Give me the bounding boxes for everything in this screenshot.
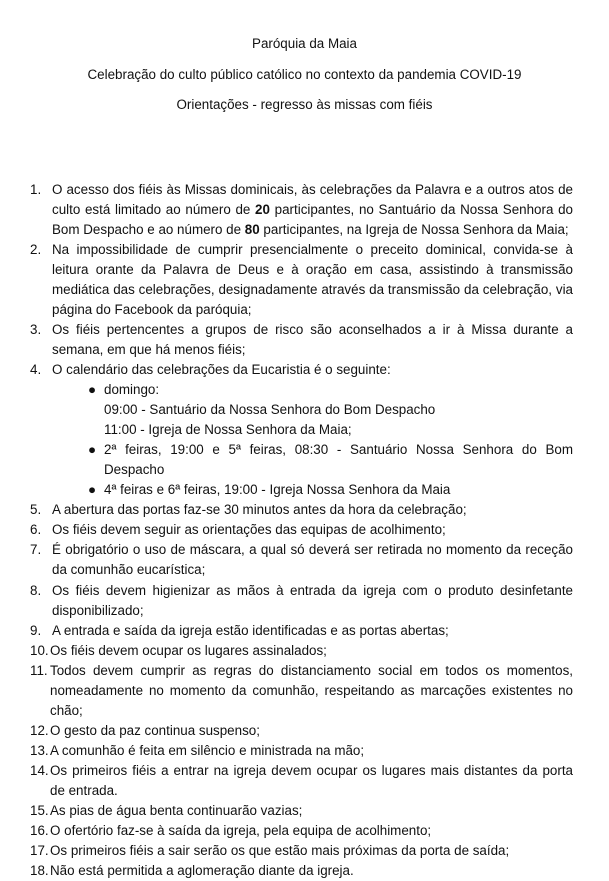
list-item-13 (30, 741, 573, 761)
item-text: Na impossibilidade de cumprir presencialmente o preceito dominical, convida-se à leitura orante da Palavra de Deus e à oração em casa, assistindo à transmissão mediática das celebrações, designadamente através da transmissão da celebração, via página do Facebook da paróquia; (52, 242, 573, 317)
item-text: Os fiéis devem ocupar os lugares assinalados; (50, 643, 327, 658)
item-text: As pias de água benta continuarão vazias; (50, 803, 303, 818)
item-text: O calendário das celebrações da Eucaristia é o seguinte: (52, 362, 391, 377)
list-item-5 (30, 500, 573, 520)
bullet-icon: ● (88, 482, 97, 497)
item-text: Os fiéis devem higienizar as mãos à entrada da igreja com o produto desinfetante disponibilizado; (52, 583, 573, 618)
parish-title: Paróquia da Maia (252, 36, 357, 51)
list-item-17 (30, 841, 573, 861)
item-text-part: O acesso dos fiéis às Missas dominicais, às celebrações da Palavra e a outros atos de culto está limitado ao número de (52, 182, 573, 217)
item-number: 8. (30, 583, 42, 598)
schedule-time: 11:00 - Igreja de Nossa Senhora da Maia; (104, 422, 352, 437)
item-number: 10. (30, 643, 49, 658)
item-number: 3. (30, 322, 42, 337)
list-item-8 (30, 581, 573, 621)
schedule-item-weekday-1 (86, 440, 573, 480)
list-item-18 (30, 861, 573, 881)
list-item-4 (30, 360, 573, 500)
item-text (52, 180, 573, 240)
list-item-11 (30, 661, 573, 721)
item-text: Não está permitida a aglomeração diante da igreja. (50, 863, 354, 878)
item-text: O gesto da paz continua suspenso; (50, 723, 260, 738)
list-item-14 (30, 761, 573, 801)
bullet-icon: ● (88, 442, 97, 457)
list-item-12 (30, 721, 573, 741)
list-item-1 (30, 180, 573, 240)
item-number: 14. (30, 763, 49, 778)
capacity-santuario: 20 (255, 202, 270, 217)
item-text: O ofertório faz-se à saída da igreja, pela equipa de acolhimento; (50, 823, 432, 838)
item-number: 4. (30, 362, 42, 377)
item-number: 11. (30, 663, 48, 678)
item-text: Os fiéis devem seguir as orientações das equipas de acolhimento; (52, 522, 446, 537)
document-header (0, 34, 609, 115)
list-item-7 (30, 540, 573, 580)
item-number: 18. (30, 863, 49, 878)
list-item-16 (30, 821, 573, 841)
schedule-list (52, 380, 573, 500)
list-item-10 (30, 641, 573, 661)
item-number: 2. (30, 242, 42, 257)
item-number: 12. (30, 723, 49, 738)
item-number: 7. (30, 542, 42, 557)
schedule-text: 4ª feiras e 6ª feiras, 19:00 - Igreja Nossa Senhora da Maia (104, 482, 451, 497)
item-text: Os primeiros fiéis a sair serão os que estão mais próximas da porta de saída; (50, 843, 510, 858)
item-number: 6. (30, 522, 42, 537)
list-item-2 (30, 240, 573, 320)
schedule-item-sunday (86, 380, 573, 440)
bullet-icon: ● (88, 382, 97, 397)
item-text: Os primeiros fiéis a entrar na igreja devem ocupar os lugares mais distantes da porta de entrada. (50, 763, 573, 798)
item-text: Os fiéis pertencentes a grupos de risco são aconselhados a ir à Missa durante a semana, em que há menos fiéis; (52, 322, 573, 357)
list-item-15 (30, 801, 573, 821)
item-number: 15. (30, 803, 49, 818)
schedule-label: domingo: (104, 382, 160, 397)
item-number: 17. (30, 843, 49, 858)
item-text: A abertura das portas faz-se 30 minutos antes da hora da celebração; (52, 502, 467, 517)
item-number: 9. (30, 623, 42, 638)
item-text: É obrigatório o uso de máscara, a qual só deverá ser retirada no momento da receção da comunhão eucarística; (52, 542, 573, 577)
item-number: 1. (30, 182, 42, 197)
item-number: 13. (30, 743, 49, 758)
schedule-item-weekday-2 (86, 480, 573, 500)
document-heading: Orientações - regresso às missas com fiéis (176, 97, 433, 112)
document-subtitle: Celebração do culto público católico no contexto da pandemia COVID-19 (87, 67, 522, 82)
schedule-text: 2ª feiras, 19:00 e 5ª feiras, 08:30 - Santuário Nossa Senhora do Bom Despacho (104, 442, 573, 477)
item-text: A comunhão é feita em silêncio e ministrada na mão; (50, 743, 365, 758)
item-number: 5. (30, 502, 42, 517)
item-text-part: participantes, na Igreja de Nossa Senhora da Maia; (259, 222, 569, 237)
guidelines-list (30, 180, 573, 881)
item-text: Todos devem cumprir as regras do distanciamento social em todos os momentos, nomeadamente no momento da comunhão, respeitando as marcações existentes no chão; (50, 663, 573, 718)
schedule-time: 09:00 - Santuário da Nossa Senhora do Bom Despacho (104, 402, 436, 417)
item-text-part: participantes, no Santuário da Nossa Senhora do Bom Despacho e ao número de (52, 202, 573, 237)
item-text: A entrada e saída da igreja estão identificadas e as portas abertas; (52, 623, 449, 638)
list-item-9 (30, 621, 573, 641)
list-item-3 (30, 320, 573, 360)
capacity-igreja: 80 (244, 222, 260, 237)
list-item-6 (30, 520, 573, 540)
item-number: 16. (30, 823, 49, 838)
